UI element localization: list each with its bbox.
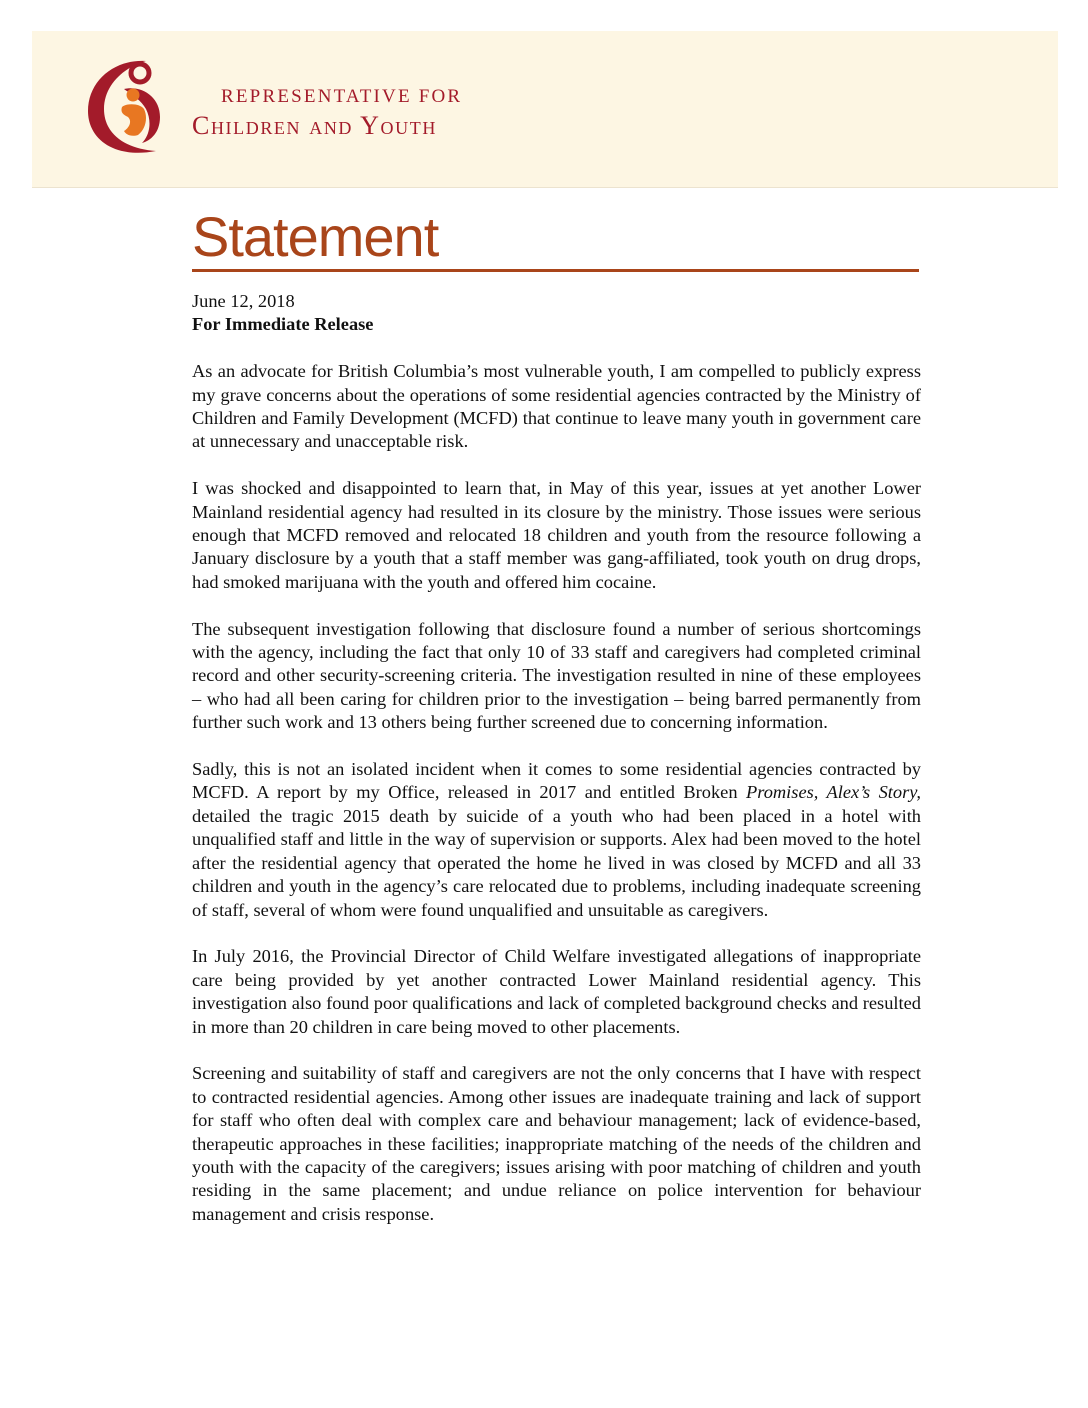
title-divider xyxy=(192,269,919,272)
parent-child-logo-icon xyxy=(84,55,166,159)
paragraph-6: Screening and suitability of staff and caregivers are not the only concerns that I have with respect to contracted residential agencies. Among other issues are inadequate training and lack of support for staff who often deal with complex care and behaviour management; lack of evidence-based, therapeutic approaches in these facilities; inappropriate matching of the needs of the children and youth with the capacity of the caregivers; issues arising with poor matching of children and youth residing in the same placement; and undue reliance on police intervention for behaviour management and crisis response. xyxy=(192,1063,921,1224)
organization-name-line2: Children and Youth xyxy=(192,111,437,140)
organization-name xyxy=(192,87,462,139)
statement-date: June 12, 2018 xyxy=(192,291,295,311)
page-title: Statement xyxy=(192,205,439,268)
report-title: Promises, Alex’s Story, xyxy=(746,782,921,803)
paragraph-2: I was shocked and disappointed to learn that, in May of this year, issues at yet another Lower Mainland residential agency had resulted in its closure by the ministry. Those issues were serious enough that MCFD removed and relocated 18 children and youth from the resource following a January disclosure by a youth that a staff member was gang-affiliated, took youth on drug drops, had smoked marijuana with the youth and offered him cocaine. xyxy=(192,478,921,592)
paragraph-4-text-end: detailed the tragic 2015 death by suicide of a youth who had been placed in a hotel with unqualified staff and little in the way of supervision or supports. Alex had been moved to the hotel after the residential agency that operated the home he lived in was closed by MCFD and all 33 children and youth in the agency’s care relocated due to problems, including inadequate screening of staff, several of whom were found unqualified and unsuitable as caregivers. xyxy=(192,805,921,920)
paragraph-4 xyxy=(192,758,921,922)
statement-body xyxy=(192,290,921,1226)
paragraph-4-text-start: Sadly, this is not an isolated incident when it comes to some residential agencies contracted by MCFD. A report by my Office, released in 2017 and entitled Broken xyxy=(192,759,921,803)
release-label: For Immediate Release xyxy=(192,314,374,335)
paragraph-1: As an advocate for British Columbia’s most vulnerable youth, I am compelled to publicly express my grave concerns about the operations of some residential agencies contracted by the Ministry of Children and Family Development (MCFD) that continue to leave many youth in government care at unnecessary and unacceptable risk. xyxy=(192,361,921,452)
header-banner xyxy=(32,31,1058,188)
paragraph-5: In July 2016, the Provincial Director of Child Welfare investigated allegations of inappropriate care being provided by yet another contracted Lower Mainland residential agency. This investigation also found poor qualifications and lack of completed background checks and resulted in more than 20 children in care being moved to other placements. xyxy=(192,946,921,1037)
paragraph-3: The subsequent investigation following that disclosure found a number of serious shortcomings with the agency, including the fact that only 10 of 33 staff and caregivers had completed criminal record and other security-screening criteria. The investigation resulted in nine of these employees – who had all been caring for children prior to the investigation – being barred permanently from further such work and 13 others being further screened due to concerning information. xyxy=(192,618,921,733)
organization-name-line1: REPRESENTATIVE FOR xyxy=(221,86,463,107)
